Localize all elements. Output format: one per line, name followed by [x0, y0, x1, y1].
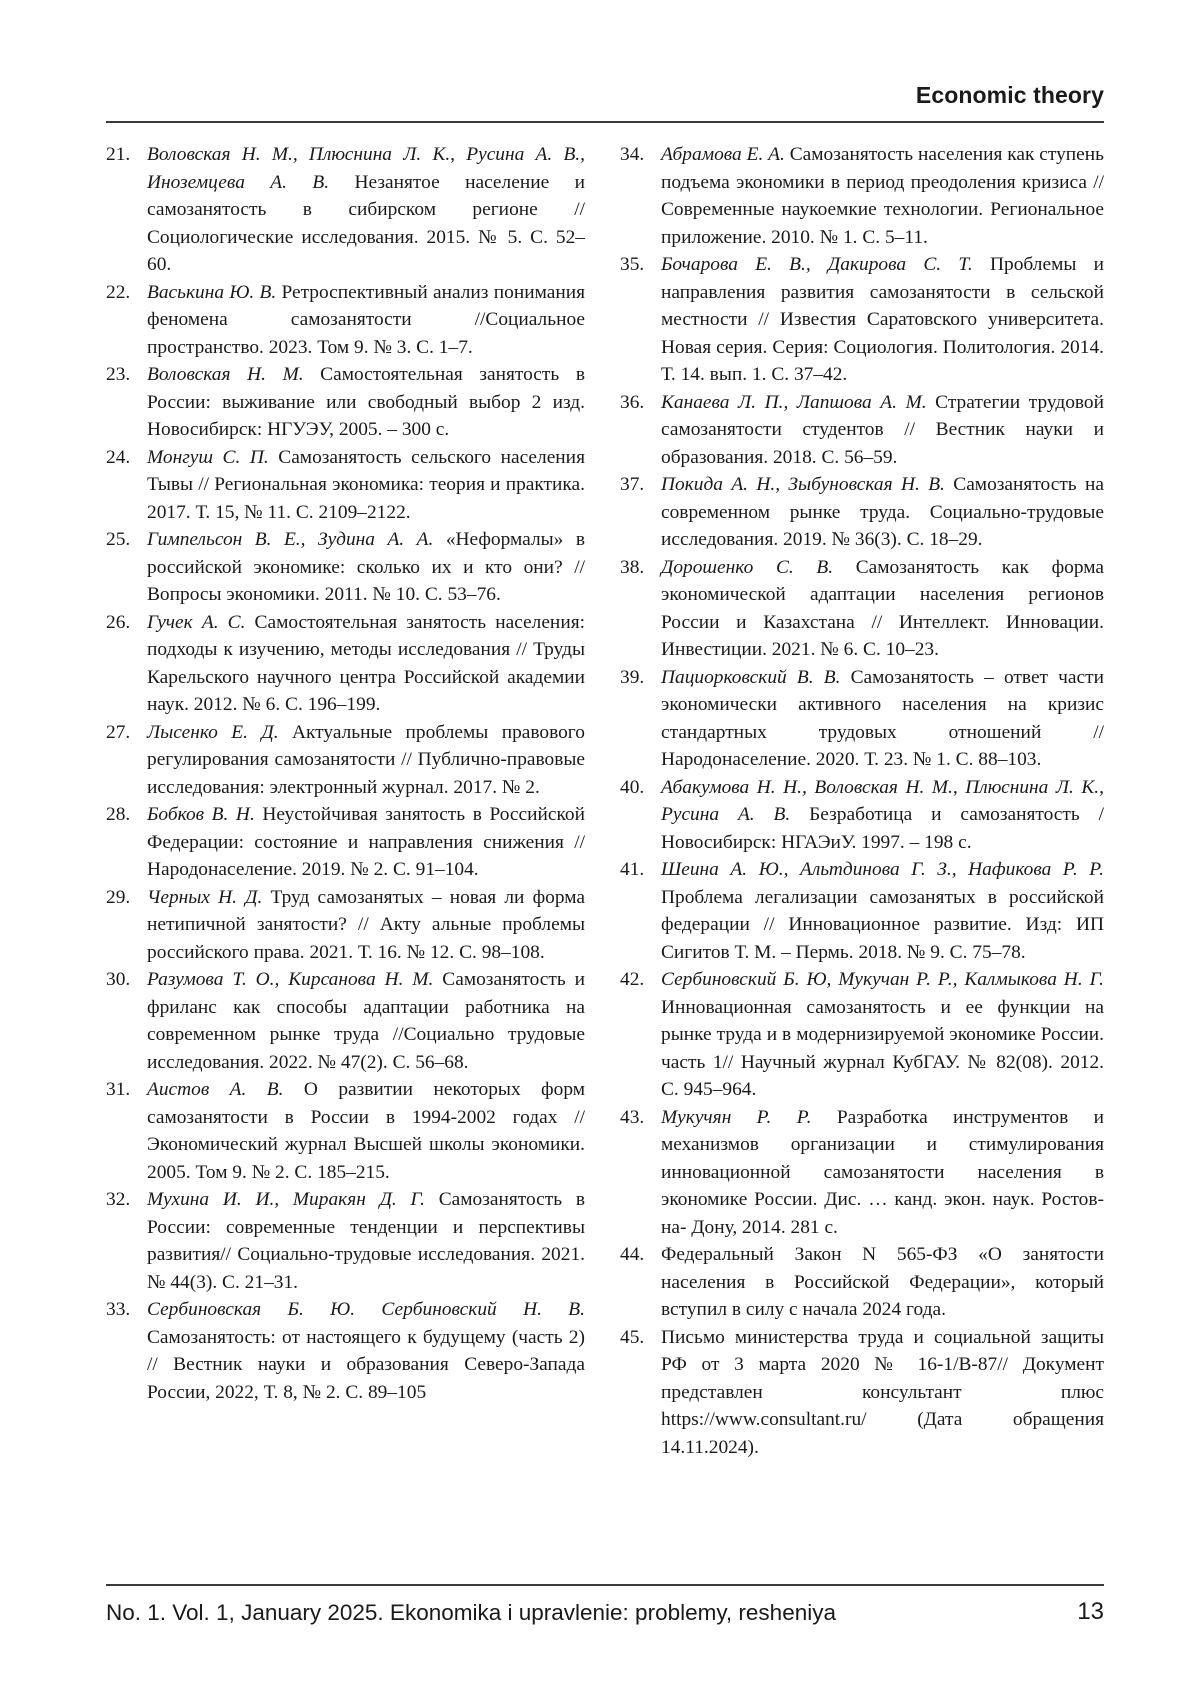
- reference-authors: Абакумова Н. Н., Воловская Н. М., Плюснина Л. К., Русина А. В.: [661, 777, 1104, 826]
- reference-text: Труд самозанятых – новая ли форма нетипичной занятости? // Акту альные проблемы российского права. 2021. Т. 16. № 12. С. 98–108.: [147, 887, 585, 963]
- reference-number: 44.: [620, 1241, 661, 1324]
- references-left-column: [106, 141, 585, 1406]
- reference-number: 29.: [106, 884, 147, 967]
- reference-number: 26.: [106, 609, 147, 719]
- reference-26: [106, 609, 585, 719]
- references-right-column: [620, 141, 1104, 1461]
- reference-text: «Неформалы» в российской экономике: сколько их и кто они? // Вопросы экономики. 2011. № 10. С. 53–76.: [147, 529, 585, 605]
- reference-33: [106, 1296, 585, 1406]
- reference-authors: Пациорковский В. В.: [661, 667, 840, 688]
- reference-number: 21.: [106, 141, 147, 279]
- reference-40: [620, 774, 1104, 857]
- reference-number: 39.: [620, 664, 661, 774]
- reference-23: [106, 361, 585, 444]
- reference-body: [147, 719, 585, 802]
- reference-authors: Мукучян Р. Р.: [661, 1107, 811, 1128]
- reference-43: [620, 1104, 1104, 1242]
- reference-body: [661, 471, 1104, 554]
- reference-35: [620, 251, 1104, 389]
- footer-rule: [106, 1584, 1104, 1586]
- reference-31: [106, 1076, 585, 1186]
- reference-authors: Сербиновский Б. Ю, Мукучан Р. Р., Калмыкова Н. Г.: [661, 969, 1104, 990]
- header-rule: [106, 121, 1104, 123]
- reference-authors: Покида А. Н., Зыбуновская Н. В.: [661, 474, 945, 495]
- reference-text: Письмо министерства труда и социальной защиты РФ от 3 марта 2020 № 16-1/В-87// Документ представлен консультант плюс https://www.consultant.ru/ (Дата обращения 14.11.2024).: [661, 1327, 1104, 1458]
- reference-body: [661, 554, 1104, 664]
- reference-number: 34.: [620, 141, 661, 251]
- reference-body: [661, 664, 1104, 774]
- reference-text: Самостоятельная занятость в России: выживание или свободный выбор 2 изд. Новосибирск: НГУЭУ, 2005. – 300 с.: [147, 364, 585, 440]
- reference-text: Самозанятость в России: современные тенденции и перспективы развития// Социально-трудовые исследования. 2021. № 44(3). С. 21–31.: [147, 1189, 585, 1293]
- reference-25: [106, 526, 585, 609]
- reference-text: Самозанятость населения как ступень подъема экономики в период преодоления кризиса // Современные наукоемкие технологии. Региональное приложение. 2010. № 1. С. 5–11.: [661, 144, 1104, 248]
- reference-text: Разработка инструментов и механизмов организации и стимулирования инновационной самозанятости населения в экономике России. Дис. … канд. экон. наук. Ростов-на- Дону, 2014. 281 с.: [661, 1107, 1104, 1238]
- reference-number: 45.: [620, 1324, 661, 1462]
- reference-text: Стратегии трудовой самозанятости студентов // Вестник науки и образования. 2018. С. 56–59.: [661, 392, 1104, 468]
- reference-body: [661, 1241, 1104, 1324]
- reference-38: [620, 554, 1104, 664]
- reference-authors: Канаева Л. П., Лапшова А. М.: [661, 392, 927, 413]
- reference-body: [147, 884, 585, 967]
- reference-authors: Бочарова Е. В., Дакирова С. Т.: [661, 254, 973, 275]
- reference-number: 36.: [620, 389, 661, 472]
- reference-body: [661, 1104, 1104, 1242]
- reference-44: [620, 1241, 1104, 1324]
- reference-authors: Разумова Т. О., Кирсанова Н. М.: [147, 969, 433, 990]
- reference-authors: Черных Н. Д.: [147, 887, 262, 908]
- reference-text: Актуальные проблемы правового регулирования самозанятости // Публично-правовые исследования: электронный журнал. 2017. № 2.: [147, 722, 585, 798]
- reference-body: [147, 526, 585, 609]
- reference-body: [661, 141, 1104, 251]
- reference-text: Самозанятость на современном рынке труда. Социально-трудовые исследования. 2019. № 36(3). С. 18–29.: [661, 474, 1104, 550]
- reference-text: Самозанятость и фриланс как способы адаптации работника на современном рынке труда //Социально трудовые исследования. 2022. № 47(2). С. 56–68.: [147, 969, 585, 1073]
- reference-text: Неустойчивая занятость в Российской Федерации: состояние и направления снижения // Народонаселение. 2019. № 2. С. 91–104.: [147, 804, 585, 880]
- reference-text: Самозанятость сельского населения Тывы // Региональная экономика: теория и практика. 2017. Т. 15, № 11. С. 2109–2122.: [147, 447, 585, 523]
- reference-body: [661, 1324, 1104, 1462]
- reference-body: [147, 279, 585, 362]
- reference-24: [106, 444, 585, 527]
- reference-text: Самозанятость – ответ части экономически активного населения на кризис стандартных трудовых отношений // Народонаселение. 2020. Т. 23. № 1. С. 88–103.: [661, 667, 1104, 771]
- reference-number: 22.: [106, 279, 147, 362]
- reference-45: [620, 1324, 1104, 1462]
- reference-authors: Воловская Н. М., Плюснина Л. К., Русина А. В., Иноземцева А. В.: [147, 144, 585, 193]
- reference-body: [661, 251, 1104, 389]
- reference-number: 35.: [620, 251, 661, 389]
- reference-authors: Гучек А. С.: [147, 612, 245, 633]
- reference-text: О развитии некоторых форм самозанятости в России в 1994-2002 годах // Экономический журнал Высшей школы экономики. 2005. Том 9. № 2. С. 185–215.: [147, 1079, 585, 1183]
- reference-29: [106, 884, 585, 967]
- reference-number: 27.: [106, 719, 147, 802]
- reference-body: [147, 966, 585, 1076]
- reference-authors: Васькина Ю. В.: [147, 282, 276, 303]
- reference-number: 42.: [620, 966, 661, 1104]
- reference-text: Самозанятость: от настоящего к будущему (часть 2) // Вестник науки и образования Северо-Запада России, 2022, Т. 8, № 2. С. 89–105: [147, 1327, 585, 1403]
- reference-body: [147, 1076, 585, 1186]
- reference-authors: Бобков В. Н.: [147, 804, 255, 825]
- reference-text: Безработица и самозанятость / Новосибирск: НГАЭиУ. 1997. – 198 с.: [661, 804, 1104, 853]
- reference-34: [620, 141, 1104, 251]
- reference-text: Незанятое население и самозанятость в сибирском регионе // Социологические исследования. 2015. № 5. С. 52–60.: [147, 172, 585, 276]
- reference-number: 40.: [620, 774, 661, 857]
- reference-text: Инновационная самозанятость и ее функции на рынке труда и в модернизируемой экономике России. часть 1// Научный журнал КубГАУ. № 82(08). 2012. С. 945–964.: [661, 997, 1104, 1101]
- reference-number: 28.: [106, 801, 147, 884]
- reference-28: [106, 801, 585, 884]
- reference-authors: Монгуш С. П.: [147, 447, 269, 468]
- reference-number: 37.: [620, 471, 661, 554]
- reference-authors: Мухина И. И., Миракян Д. Г.: [147, 1189, 425, 1210]
- reference-36: [620, 389, 1104, 472]
- reference-body: [147, 1296, 585, 1406]
- reference-authors: Аистов А. В.: [147, 1079, 283, 1100]
- running-header-title: Economic theory: [916, 82, 1104, 109]
- reference-text: Ретроспективный анализ понимания феномена самозанятости //Социальное пространство. 2023. Том 9. № 3. С. 1–7.: [147, 282, 585, 358]
- reference-number: 23.: [106, 361, 147, 444]
- reference-22: [106, 279, 585, 362]
- reference-body: [147, 141, 585, 279]
- reference-32: [106, 1186, 585, 1296]
- reference-body: [147, 609, 585, 719]
- reference-21: [106, 141, 585, 279]
- reference-number: 24.: [106, 444, 147, 527]
- reference-authors: Воловская Н. М.: [147, 364, 304, 385]
- reference-authors: Лысенко Е. Д.: [147, 722, 279, 743]
- page-number: 13: [1077, 1598, 1104, 1626]
- reference-body: [661, 856, 1104, 966]
- reference-41: [620, 856, 1104, 966]
- reference-number: 30.: [106, 966, 147, 1076]
- reference-authors: Дорошенко С. В.: [661, 557, 833, 578]
- reference-text: Проблема легализации самозанятых в российской федерации // Инновационное развитие. Изд: ИП Сигитов Т. М. – Пермь. 2018. № 9. С. 75–78.: [661, 887, 1104, 963]
- reference-30: [106, 966, 585, 1076]
- reference-39: [620, 664, 1104, 774]
- reference-42: [620, 966, 1104, 1104]
- journal-citation: No. 1. Vol. 1, January 2025. Ekonomika i upravlenie: problemy, resheniya: [106, 1600, 836, 1626]
- reference-body: [661, 966, 1104, 1104]
- reference-text: Проблемы и направления развития самозанятости в сельской местности // Известия Саратовского университета. Новая серия. Серия: Социология. Политология. 2014. Т. 14. вып. 1. С. 37–42.: [661, 254, 1104, 385]
- reference-text: Самозанятость как форма экономической адаптации населения регионов России и Казахстана // Интеллект. Инновации. Инвестиции. 2021. № 6. С. 10–23.: [661, 557, 1104, 661]
- reference-body: [147, 801, 585, 884]
- reference-authors: Абрамова Е. А.: [661, 144, 785, 165]
- reference-number: 38.: [620, 554, 661, 664]
- reference-body: [661, 389, 1104, 472]
- reference-37: [620, 471, 1104, 554]
- reference-number: 43.: [620, 1104, 661, 1242]
- reference-text: Самостоятельная занятость населения: подходы к изучению, методы исследования // Труды Карельского научного центра Российской академии наук. 2012. № 6. С. 196–199.: [147, 612, 585, 716]
- reference-authors: Шеина А. Ю., Альтдинова Г. З., Нафикова Р. Р.: [661, 859, 1104, 880]
- reference-number: 33.: [106, 1296, 147, 1406]
- reference-authors: Гимпельсон В. Е., Зудина А. А.: [147, 529, 433, 550]
- reference-number: 32.: [106, 1186, 147, 1296]
- reference-number: 25.: [106, 526, 147, 609]
- reference-number: 41.: [620, 856, 661, 966]
- reference-authors: Сербиновская Б. Ю. Сербиновский Н. В.: [147, 1299, 585, 1320]
- reference-27: [106, 719, 585, 802]
- reference-body: [661, 774, 1104, 857]
- reference-body: [147, 444, 585, 527]
- reference-text: Федеральный Закон N 565-ФЗ «О занятости населения в Российской Федерации», который вступил в силу с начала 2024 года.: [661, 1244, 1104, 1320]
- reference-body: [147, 1186, 585, 1296]
- reference-body: [147, 361, 585, 444]
- reference-number: 31.: [106, 1076, 147, 1186]
